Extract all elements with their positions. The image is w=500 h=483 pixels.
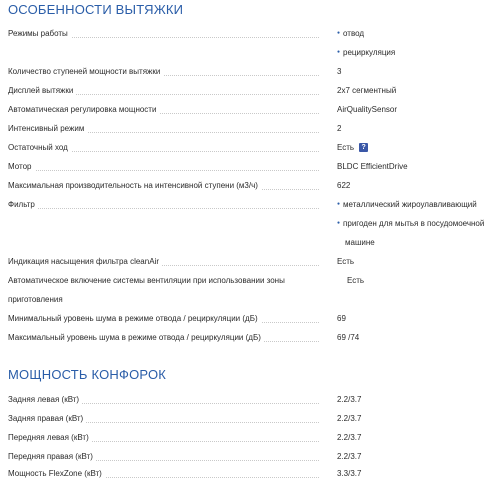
burners-section-title: МОЩНОСТЬ КОНФОРОК (8, 367, 167, 382)
spec-label: Автоматическая регулировка мощности (8, 100, 159, 119)
features-section-title: ОСОБЕННОСТИ ВЫТЯЖКИ (8, 2, 184, 17)
spec-value: ● металлический жироулавливающий (337, 195, 477, 214)
spec-row-intensive (8, 119, 494, 138)
spec-label: Мотор (8, 157, 35, 176)
spec-row-auto-vent (8, 271, 494, 290)
spec-row-modes (8, 24, 494, 43)
spec-label: Максимальный уровень шума в режиме отвода / рециркуляции (дБ) (8, 328, 264, 347)
spec-label: Автоматическое включение системы вентиляции при использовании зоны (8, 271, 288, 290)
spec-value: ● рециркуляция (337, 43, 395, 62)
spec-label: Задняя правая (кВт) (8, 409, 86, 428)
spec-value: 2.2/3.7 (337, 414, 362, 423)
spec-value-continued: машине (345, 238, 375, 247)
spec-value: Есть (337, 143, 355, 152)
spec-value: 2.2/3.7 (337, 452, 362, 461)
spec-row-auto-power (8, 100, 494, 119)
spec-label: Максимальная производительность на интенсивной ступени (м3/ч) (8, 176, 261, 195)
spec-value: ● пригоден для мытья в посудомоечной (337, 214, 484, 233)
spec-row-motor (8, 157, 494, 176)
spec-label: Мощность FlexZone (кВт) (8, 464, 105, 483)
spec-row-auto-vent-2 (8, 290, 494, 309)
spec-value: 3.3/3.7 (337, 469, 362, 478)
spec-label: Передняя левая (кВт) (8, 428, 92, 447)
spec-label: Задняя левая (кВт) (8, 390, 82, 409)
spec-value: 2 (337, 124, 342, 133)
dotted-leader (8, 170, 319, 171)
spec-row-filter-2 (8, 214, 494, 233)
spec-value: BLDC EfficientDrive (337, 162, 408, 171)
spec-value: Есть (337, 257, 355, 266)
spec-value: Есть (347, 276, 365, 285)
spec-label-continued: приготовления (8, 290, 66, 309)
spec-value: ● отвод (337, 24, 364, 43)
spec-label: Режимы работы (8, 24, 71, 43)
spec-row-filter-saturation (8, 252, 494, 271)
spec-value: 622 (337, 181, 351, 190)
spec-value: 69 (337, 314, 346, 323)
spec-row-power-steps (8, 62, 494, 81)
spec-label: Фильтр (8, 195, 38, 214)
help-icon[interactable]: ? (359, 143, 368, 152)
spec-value: 69 /74 (337, 333, 360, 342)
burner-row-rear-right (8, 409, 494, 428)
spec-label: Интенсивный режим (8, 119, 87, 138)
burner-row-flexzone (8, 464, 494, 483)
spec-value: AirQualitySensor (337, 105, 398, 114)
spec-label: Минимальный уровень шума в режиме отвода / рециркуляции (дБ) (8, 309, 261, 328)
spec-row-afterrun (8, 138, 494, 157)
spec-label: Индикация насыщения фильтра cleanAir (8, 252, 162, 271)
spec-value: 2.2/3.7 (337, 433, 362, 442)
spec-row-min-noise (8, 309, 494, 328)
spec-label: Остаточный ход (8, 138, 71, 157)
spec-value-group (337, 138, 368, 157)
spec-label: Количество ступеней мощности вытяжки (8, 62, 163, 81)
spec-label: Дисплей вытяжки (8, 81, 76, 100)
dotted-leader (8, 208, 319, 209)
spec-row-display (8, 81, 494, 100)
spec-value: 3 (337, 67, 342, 76)
spec-value: 2.2/3.7 (337, 395, 362, 404)
spec-row-modes-2 (8, 43, 494, 62)
burner-row-front-left (8, 428, 494, 447)
spec-label: Передняя правая (кВт) (8, 447, 96, 466)
spec-row-max-noise (8, 328, 494, 347)
spec-row-filter (8, 195, 494, 214)
spec-row-max-perf (8, 176, 494, 195)
spec-value: 2x7 сегментный (337, 86, 397, 95)
burner-row-rear-left (8, 390, 494, 409)
spec-row-filter-3 (8, 233, 494, 252)
